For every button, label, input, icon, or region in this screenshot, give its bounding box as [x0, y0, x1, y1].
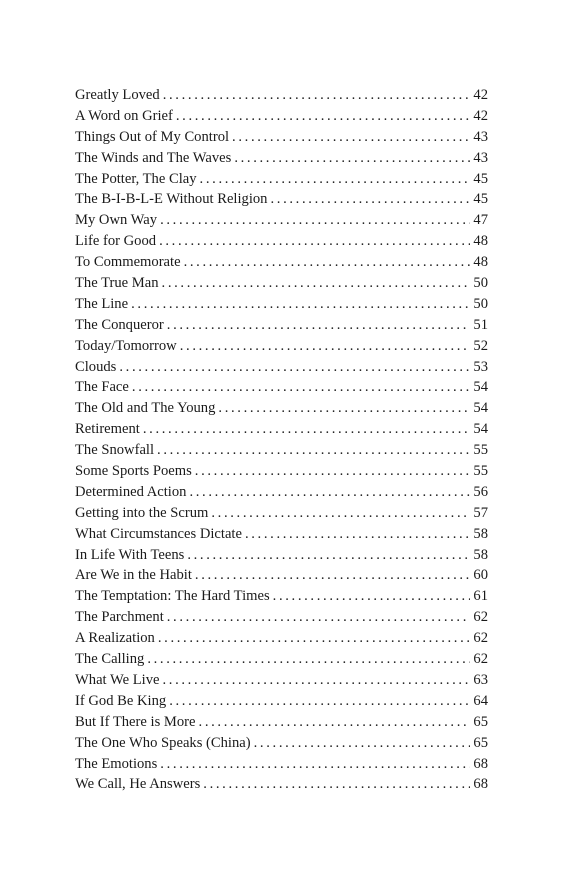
dot-leader	[131, 294, 470, 315]
toc-entry	[75, 231, 488, 252]
dot-leader	[169, 691, 470, 712]
dot-leader	[211, 503, 470, 524]
dot-leader	[163, 85, 471, 106]
toc-entry-page-number: 55	[473, 442, 488, 459]
toc-entry-title: The Emotions	[75, 755, 158, 772]
dot-leader	[159, 231, 470, 252]
toc-entry	[75, 649, 488, 670]
toc-entry	[75, 545, 488, 566]
toc-entry-page-number: 50	[473, 295, 488, 312]
toc-entry-title: We Call, He Answers	[75, 776, 201, 793]
toc-entry	[75, 127, 488, 148]
dot-leader	[273, 586, 471, 607]
toc-entry-page-number: 58	[473, 546, 488, 563]
toc-entry-title: Are We in the Habit	[75, 567, 192, 584]
toc-entry	[75, 419, 488, 440]
toc-entry-title: To Commemorate	[75, 254, 181, 271]
toc-entry-page-number: 48	[473, 254, 488, 271]
dot-leader	[187, 545, 470, 566]
toc-entry-title: A Word on Grief	[75, 107, 173, 124]
dot-leader	[157, 440, 470, 461]
toc-entry-title: What We Live	[75, 671, 160, 688]
toc-entry-page-number: 65	[473, 734, 488, 751]
toc-entry	[75, 148, 488, 169]
toc-entry	[75, 357, 488, 378]
toc-entry-title: The Temptation: The Hard Times	[75, 588, 270, 605]
toc-entry	[75, 565, 488, 586]
dot-leader	[254, 733, 471, 754]
dot-leader	[200, 169, 471, 190]
toc-entry-page-number: 43	[473, 128, 488, 145]
toc-entry-title: Getting into the Scrum	[75, 504, 209, 521]
toc-entry-page-number: 68	[473, 755, 488, 772]
toc-entry	[75, 377, 488, 398]
dot-leader	[203, 774, 470, 795]
dot-leader	[162, 273, 471, 294]
toc-entry	[75, 106, 488, 127]
toc-entry-page-number: 65	[473, 713, 488, 730]
toc-entry-page-number: 56	[473, 483, 488, 500]
toc-entry	[75, 273, 488, 294]
dot-leader	[143, 419, 471, 440]
toc-entry	[75, 189, 488, 210]
toc-entry-title: The True Man	[75, 275, 159, 292]
dot-leader	[180, 336, 471, 357]
toc-entry-page-number: 51	[473, 316, 488, 333]
toc-entry	[75, 754, 488, 775]
toc-entry	[75, 607, 488, 628]
toc-entry-page-number: 63	[473, 671, 488, 688]
toc-entry	[75, 336, 488, 357]
toc-entry-title: In Life With Teens	[75, 546, 185, 563]
toc-entry-page-number: 64	[473, 692, 488, 709]
toc-entry	[75, 503, 488, 524]
dot-leader	[232, 127, 470, 148]
toc-entry	[75, 524, 488, 545]
toc-entry-page-number: 47	[473, 212, 488, 229]
dot-leader	[158, 628, 471, 649]
toc-entry-page-number: 60	[473, 567, 488, 584]
dot-leader	[119, 357, 470, 378]
toc-entry-page-number: 68	[473, 776, 488, 793]
toc-entry-title: Today/Tomorrow	[75, 337, 177, 354]
toc-entry	[75, 210, 488, 231]
toc-entry-title: Greatly Loved	[75, 87, 160, 103]
toc-entry-title: Retirement	[75, 421, 140, 438]
toc-entry	[75, 169, 488, 190]
toc-entry-page-number: 48	[473, 233, 488, 250]
toc-entry-title: Life for Good	[75, 233, 157, 250]
dot-leader	[176, 106, 471, 127]
toc-entry-page-number: 58	[473, 525, 488, 542]
toc-entry-title: The Winds and The Waves	[75, 149, 232, 166]
toc-entry-page-number: 43	[473, 149, 488, 166]
dot-leader	[167, 607, 471, 628]
toc-entry	[75, 586, 488, 607]
toc-entry-title: But If There is More	[75, 713, 196, 730]
toc-entry-page-number: 54	[473, 400, 488, 417]
table-of-contents	[75, 85, 488, 795]
dot-leader	[160, 210, 470, 231]
toc-entry-page-number: 54	[473, 379, 488, 396]
toc-entry-page-number: 62	[473, 630, 488, 647]
toc-entry-title: Things Out of My Control	[75, 128, 230, 145]
toc-entry-title: The Potter, The Clay	[75, 170, 197, 187]
toc-entry-title: My Own Way	[75, 212, 158, 229]
toc-entry	[75, 461, 488, 482]
dot-leader	[270, 189, 470, 210]
dot-leader	[245, 524, 470, 545]
toc-entry-page-number: 57	[473, 504, 488, 521]
toc-entry	[75, 315, 488, 336]
dot-leader	[167, 315, 471, 336]
toc-entry-title: Clouds	[75, 358, 117, 375]
dot-leader	[234, 148, 470, 169]
toc-entry-page-number: 54	[473, 421, 488, 438]
toc-entry	[75, 733, 488, 754]
toc-entry-title: The Snowfall	[75, 442, 155, 459]
dot-leader	[195, 461, 471, 482]
dot-leader	[132, 377, 471, 398]
dot-leader	[160, 754, 470, 775]
toc-entry-title: The Face	[75, 379, 129, 396]
toc-entry-title: The B-I-B-L-E Without Religion	[75, 191, 268, 208]
dot-leader	[184, 252, 471, 273]
toc-entry-page-number: 45	[473, 170, 488, 187]
toc-entry-title: The Line	[75, 295, 129, 312]
dot-leader	[195, 565, 471, 586]
toc-entry-title: The Conqueror	[75, 316, 164, 333]
toc-entry	[75, 712, 488, 733]
dot-leader	[189, 482, 470, 503]
toc-entry-page-number: 55	[473, 463, 488, 480]
toc-entry-title: Determined Action	[75, 483, 187, 500]
toc-entry	[75, 670, 488, 691]
toc-entry-title: Some Sports Poems	[75, 463, 192, 480]
toc-entry	[75, 398, 488, 419]
toc-entry-title: The Calling	[75, 651, 145, 668]
toc-entry	[75, 691, 488, 712]
toc-entry-page-number: 62	[473, 609, 488, 626]
dot-leader	[147, 649, 470, 670]
dot-leader	[199, 712, 471, 733]
dot-leader	[162, 670, 470, 691]
toc-entry-page-number: 53	[473, 358, 488, 375]
toc-entry-title: The Parchment	[75, 609, 164, 626]
toc-entry-page-number: 62	[473, 651, 488, 668]
toc-entry	[75, 628, 488, 649]
toc-entry-title: The One Who Speaks (China)	[75, 734, 251, 751]
toc-entry	[75, 294, 488, 315]
toc-entry-page-number: 42	[473, 107, 488, 124]
toc-entry	[75, 482, 488, 503]
toc-entry-title: If God Be King	[75, 692, 167, 709]
toc-entry	[75, 252, 488, 273]
toc-entry-page-number: 50	[473, 275, 488, 292]
toc-entry	[75, 440, 488, 461]
toc-entry	[75, 85, 488, 106]
toc-entry	[75, 774, 488, 795]
toc-entry-title: The Old and The Young	[75, 400, 216, 417]
toc-entry-title: What Circumstances Dictate	[75, 525, 242, 542]
dot-leader	[218, 398, 470, 419]
toc-entry-page-number: 42	[473, 87, 488, 103]
toc-entry-page-number: 45	[473, 191, 488, 208]
toc-entry-page-number: 61	[473, 588, 488, 605]
toc-entry-title: A Realization	[75, 630, 155, 647]
toc-entry-page-number: 52	[473, 337, 488, 354]
